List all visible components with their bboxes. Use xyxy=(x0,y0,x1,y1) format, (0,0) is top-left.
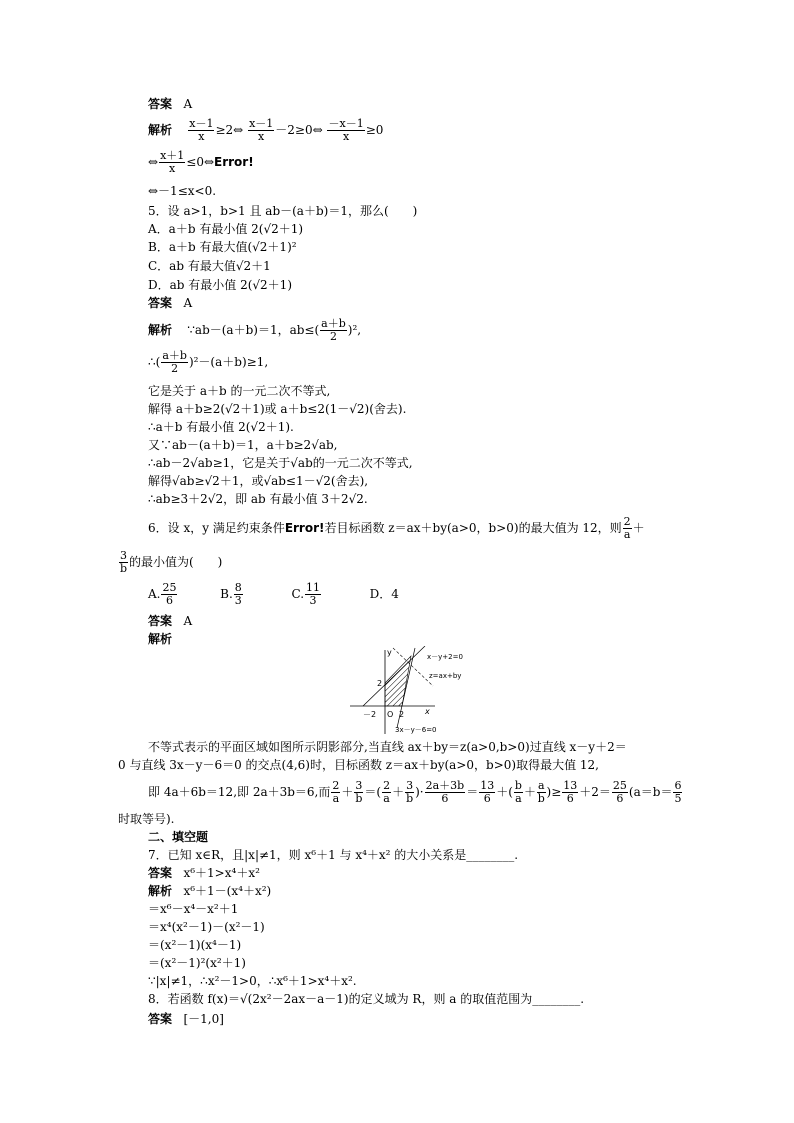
fraction: $\frac{x-1}{x}$ xyxy=(189,117,214,143)
analysis-label: 解析 xyxy=(148,123,173,137)
section-title: 二、填空题 xyxy=(148,830,209,844)
fraction: $\frac{2}{a}$ xyxy=(623,515,631,541)
q6-option-a: A. $\frac{25}{6}$ xyxy=(148,581,177,607)
q7-analysis-step4: ＝(x²－1)(x⁴－1) xyxy=(148,938,242,952)
q5-answer-line xyxy=(148,296,192,310)
q5-analysis-step6: 又∵ab－(a＋b)＝1，a＋b≥2√ab, xyxy=(148,438,338,452)
answer-label: 答案 xyxy=(148,866,173,880)
fig-origin-label: O xyxy=(387,710,394,719)
q6-option-b: B. $\frac{8}{3}$ xyxy=(220,581,242,607)
analysis-label: 解析 xyxy=(148,884,173,898)
q4-analysis-step2: ⇔ $\frac{x+1}{x}$ ≤0⇔Error! xyxy=(148,149,254,175)
fig-x-neg2-label: －2 xyxy=(363,710,377,719)
error-text: Error! xyxy=(214,155,254,169)
q5-option-d: D．ab 有最小值 2(√2＋1) xyxy=(148,278,293,292)
answer-value: x⁶＋1>x⁴＋x² xyxy=(183,866,260,880)
q6-option-c: C. $\frac{11}{3}$ xyxy=(291,581,321,607)
q5-analysis-step5: ∴a＋b 有最小值 2(√2＋1). xyxy=(148,420,294,434)
fraction: $\frac{-x-1}{x}$ xyxy=(328,117,364,143)
q8-stem: 8．若函数 f(x)＝√(2x²－2ax－a－1)的定义域为 R，则 a 的取值范围为________. xyxy=(148,992,585,1006)
fig-line3-label: 3x－y－6=0 xyxy=(395,726,437,734)
answer-label: 答案 xyxy=(148,614,173,628)
q6-analysis-p3: 即 4a＋6b＝12,即 2a＋3b＝6,而 $\frac{2}{a}$ ＋ $\frac{3}{b}$ ＝( $\frac{2}{a}$ ＋ $\frac{3}{b}$ )· $\frac{2a+3b}{6}$ ＝ $\frac{13}{6}$ ＋( $\frac{b}{a}$ ＋ $\frac{a}{b}$ )≥ $\frac{13}{6}$ ＋2＝ $\frac{25}{6}$ (a＝b＝ $\frac{6}{5}$ xyxy=(148,779,682,805)
q6-stem-line2: $\frac{3}{b}$ 的最小值为( ) xyxy=(119,549,223,575)
q7-analysis-step3: ＝x⁴(x²－1)－(x²－1) xyxy=(148,920,265,934)
fig-line1-label: x－y+2=0 xyxy=(427,653,463,661)
q5-analysis-step7: ∴ab－2√ab≥1，它是关于√ab的一元二次不等式, xyxy=(148,456,413,470)
q5-analysis-step9: ∴ab≥3＋2√2，即 ab 有最小值 3＋2√2. xyxy=(148,492,368,506)
q5-analysis-step1: 解析 ∵ab－(a＋b)＝1，ab≤( $\frac{a+b}{2}$ )², xyxy=(148,317,362,343)
q6-analysis-label xyxy=(148,632,172,646)
answer-label: 答案 xyxy=(148,296,173,310)
fig-y-2-label: 2 xyxy=(377,679,383,688)
error-text: Error! xyxy=(284,521,325,535)
fraction: $\frac{x+1}{x}$ xyxy=(160,149,185,175)
q6-analysis-p4: 时取等号). xyxy=(118,812,175,826)
q6-answer-line xyxy=(148,614,192,628)
q7-analysis-step6: ∵|x|≠1，∴x²－1>0，∴x⁶＋1>x⁴＋x². xyxy=(148,974,357,988)
answer-value: A xyxy=(183,614,193,628)
q7-stem: 7．已知 x∈R，且|x|≠1，则 x⁶＋1 与 x⁴＋x² 的大小关系是________. xyxy=(148,848,519,862)
fraction: $\frac{a+b}{2}$ xyxy=(321,317,346,343)
q7-analysis-step5: ＝(x²－1)²(x²＋1) xyxy=(148,956,246,970)
fig-y-label: y xyxy=(387,648,392,657)
q7-analysis-step1: 解析 x⁶＋1－(x⁴＋x²) xyxy=(148,884,272,898)
q5-analysis-step8: 解得√ab≥√2＋1，或√ab≤1－√2(舍去), xyxy=(148,474,369,488)
fraction: $\frac{3}{b}$ xyxy=(119,549,128,575)
fig-line2-label: z=ax+by xyxy=(429,672,462,680)
q5-analysis-step4: 解得 a＋b≥2(√2＋1)或 a＋b≤2(1－√2)(舍去). xyxy=(148,402,407,416)
q4-analysis-step1: 解析 $\frac{x-1}{x}$ ≥2⇔ $\frac{x-1}{x}$ －2≥0⇔ $\frac{-x-1}{x}$ ≥0 xyxy=(148,117,384,143)
q7-analysis-step2: ＝x⁶－x⁴－x²＋1 xyxy=(148,902,239,916)
q6-stem-line1: 6．设 x，y 满足约束条件Error!若目标函数 z＝ax＋by(a>0，b>0)的最大值为 12，则 $\frac{2}{a}$ ＋ xyxy=(148,515,645,541)
q5-option-b: B．a＋b 有最大值(√2＋1)² xyxy=(148,240,297,254)
fig-x-2-label: 2 xyxy=(399,710,405,719)
answer-value: A xyxy=(183,296,193,310)
fraction: $\frac{a+b}{2}$ xyxy=(162,349,187,375)
q6-options xyxy=(148,582,399,607)
q5-analysis-step2: ∴( $\frac{a+b}{2}$ )²－(a＋b)≥1, xyxy=(148,349,269,375)
analysis-label: 解析 xyxy=(148,632,173,646)
q6-analysis-p1: 不等式表示的平面区域如图所示阴影部分,当直线 ax＋by＝z(a>0,b>0)过直线 x－y＋2＝ xyxy=(148,740,627,754)
q7-answer-line xyxy=(148,866,260,880)
q5-option-a: A．a＋b 有最小值 2(√2＋1) xyxy=(148,222,304,236)
answer-value: A xyxy=(183,97,193,111)
answer-label: 答案 xyxy=(148,97,173,111)
fig-x-label: x xyxy=(425,707,430,716)
fraction: $\frac{x-1}{x}$ xyxy=(249,117,274,143)
answer-value: [－1,0] xyxy=(183,1012,224,1026)
q6-option-d: D．4 xyxy=(369,587,399,601)
analysis-label: 解析 xyxy=(148,323,173,337)
q6-feasible-region-figure xyxy=(345,646,475,738)
q4-analysis-step3: ⇔－1≤x<0. xyxy=(148,184,217,198)
q6-analysis-p2: 0 与直线 3x－y－6＝0 的交点(4,6)时，目标函数 z＝ax＋by(a>0，b>0)取得最大值 12, xyxy=(118,758,599,772)
q5-option-c: C．ab 有最大值√2＋1 xyxy=(148,259,271,273)
q8-answer-line xyxy=(148,1012,224,1026)
q5-analysis-step3: 它是关于 a＋b 的一元二次不等式, xyxy=(148,384,331,398)
answer-label: 答案 xyxy=(148,1012,173,1026)
q5-stem: 5．设 a>1，b>1 且 ab－(a＋b)＝1，那么( ) xyxy=(148,204,418,218)
q4-answer-line xyxy=(148,97,192,111)
